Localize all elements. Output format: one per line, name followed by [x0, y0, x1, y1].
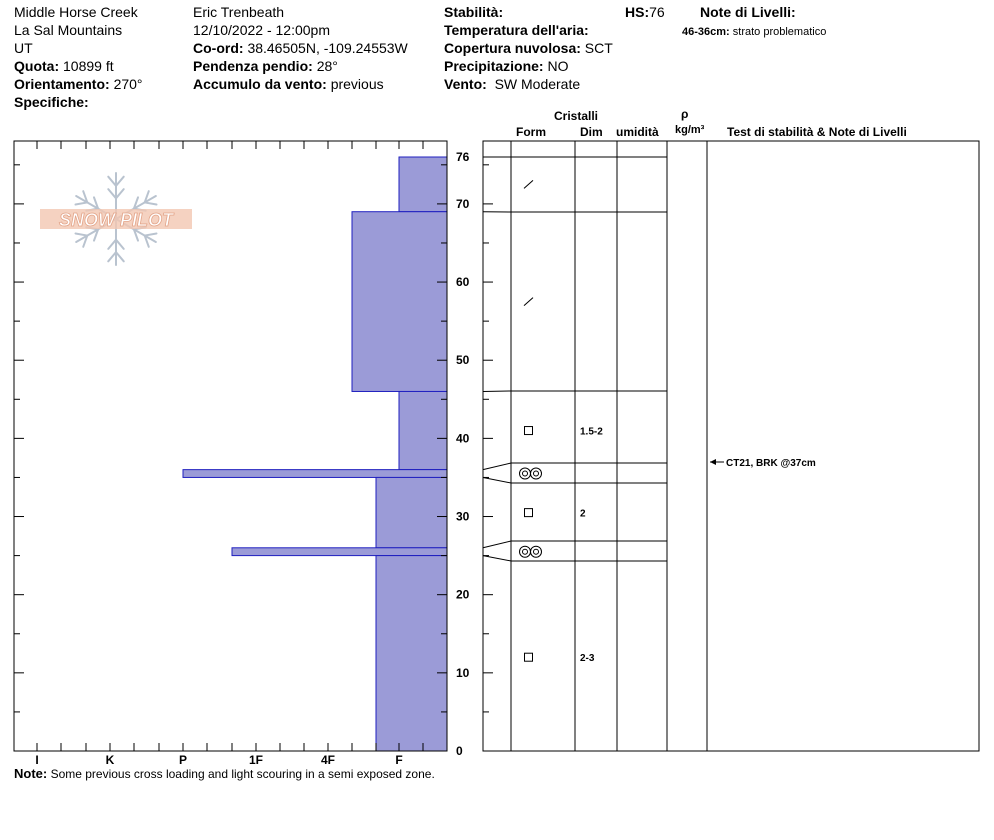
test-result: CT21, BRK @37cm — [726, 458, 816, 469]
depth-hoar-outer — [520, 468, 531, 479]
tests-header: Test di stabilità & Note di Livelli — [727, 125, 907, 139]
state: UT — [14, 40, 33, 56]
flake-branch — [116, 177, 124, 186]
depth-tick-label: 20 — [456, 587, 470, 602]
depth-hoar-outer — [531, 468, 542, 479]
depth-tick-label: 0 — [456, 744, 463, 758]
hardness-layer — [376, 556, 447, 751]
mountain-range: La Sal Mountains — [14, 22, 123, 38]
hs-value: 76 — [649, 4, 665, 20]
note-text: Some previous cross loading and light scouring in a semi exposed zone. — [50, 767, 435, 781]
layer-connector — [483, 463, 511, 470]
flake-branch — [145, 202, 157, 204]
density-unit-header: kg/m³ — [675, 124, 705, 136]
flake-branch — [108, 252, 116, 261]
hardness-layer — [232, 548, 447, 556]
layer-connector — [483, 477, 511, 483]
aspect-value: 270° — [113, 76, 143, 92]
layer-note-text: strato problematico — [732, 26, 827, 38]
depth-tick-label: 30 — [456, 509, 470, 524]
flake-branch — [76, 202, 88, 204]
stability-label: Stabilità: — [444, 4, 504, 20]
hardness-tick-label: F — [395, 753, 403, 767]
depth-tick-label: 60 — [456, 275, 470, 290]
rho-header: ρ — [681, 107, 689, 121]
flake-branch — [108, 240, 116, 249]
flake-branch — [108, 189, 116, 198]
depth-hoar-inner — [523, 549, 528, 554]
wind-loading-label: Accumulo da vento: — [193, 76, 327, 92]
depth-tick-label: 76 — [456, 150, 470, 164]
crystal-faceted-icon — [525, 427, 533, 435]
specifics-label: Specifiche: — [14, 94, 89, 110]
layer-connector — [483, 541, 511, 548]
coords-value: 38.46505N, -109.24553W — [247, 40, 408, 56]
crystal-dim: 2 — [580, 508, 586, 520]
decomposing-icon-stroke — [524, 180, 533, 188]
hardness-layer — [352, 212, 447, 392]
crystal-faceted-icon — [525, 509, 533, 517]
datetime: 12/10/2022 - 12:00pm — [193, 22, 330, 38]
hardness-tick-label: 1F — [248, 753, 264, 767]
crystal-decomposing-icon — [524, 180, 533, 188]
sky-label: Copertura nuvolosa: — [444, 40, 581, 56]
precip-value: NO — [547, 58, 569, 74]
depth-tick-label: 10 — [456, 665, 470, 680]
depth-tick-label: 50 — [456, 353, 470, 368]
depth-hoar-outer — [520, 546, 531, 557]
depth-hoar-inner — [534, 471, 539, 476]
crystal-table-frame — [483, 141, 979, 751]
flake-branch — [76, 233, 88, 235]
flake-branch — [116, 252, 124, 261]
layer-note-range: 46-36cm: — [682, 26, 730, 38]
air-temp-label: Temperatura dell'aria: — [444, 22, 589, 38]
moisture-header: umidità — [616, 125, 659, 139]
coords-label: Co-ord: — [193, 40, 244, 56]
decomposing-icon-stroke — [524, 298, 533, 306]
svg-text:SNOW PILOT: SNOW PILOT — [59, 210, 173, 230]
flake-branch — [116, 240, 124, 249]
wind-value: SW Moderate — [494, 76, 581, 92]
depth-hoar-inner — [523, 471, 528, 476]
depth-hoar-inner — [534, 549, 539, 554]
crystal-depth-hoar-icon — [520, 468, 542, 479]
wind-label: Vento: — [444, 76, 487, 92]
hardness-layer — [183, 470, 447, 478]
flake-branch — [145, 233, 157, 235]
observer: Eric Trenbeath — [193, 4, 285, 20]
dim-header: Dim — [580, 125, 603, 139]
depth-tick-label: 40 — [456, 431, 470, 446]
hardness-tick-label: 4F — [320, 753, 336, 767]
layer-notes-label: Note di Livelli: — [700, 4, 796, 20]
depth-tick-label: 70 — [456, 196, 470, 211]
faceted-icon-square — [525, 427, 533, 435]
crystal-depth-hoar-icon — [520, 546, 542, 557]
hardness-tick-label: I — [35, 753, 39, 767]
crystal-dim: 2-3 — [580, 653, 595, 665]
form-header: Form — [516, 125, 546, 139]
crystal-dim: 1.5-2 — [580, 426, 603, 438]
crystal-decomposing-icon — [524, 298, 533, 306]
hardness-tick-label: K — [105, 753, 115, 767]
elevation-value: 10899 ft — [63, 58, 114, 74]
note-label: Note: — [14, 766, 48, 781]
depth-hoar-outer — [531, 546, 542, 557]
slope-value: 28° — [316, 58, 338, 74]
snow-pilot-logo — [40, 173, 192, 265]
location-name: Middle Horse Creek — [14, 4, 138, 20]
hs-label: HS: — [625, 4, 650, 20]
crystals-header: Cristalli — [554, 109, 599, 123]
elevation-label: Quota: — [14, 58, 60, 74]
layer-connector — [483, 556, 511, 561]
faceted-icon-square — [525, 653, 533, 661]
aspect-label: Orientamento: — [14, 76, 110, 92]
wind-loading-value: previous — [330, 76, 384, 92]
sky-value: SCT — [584, 40, 613, 56]
slope-label: Pendenza pendio: — [193, 58, 313, 74]
hardness-layer — [399, 391, 447, 469]
hardness-layer — [376, 477, 447, 547]
faceted-icon-square — [525, 509, 533, 517]
precip-label: Precipitazione: — [444, 58, 544, 74]
hardness-tick-label: P — [178, 753, 188, 767]
crystal-faceted-icon — [525, 653, 533, 661]
test-arrowhead — [710, 459, 716, 465]
flake-branch — [108, 177, 116, 186]
flake-branch — [116, 189, 124, 198]
